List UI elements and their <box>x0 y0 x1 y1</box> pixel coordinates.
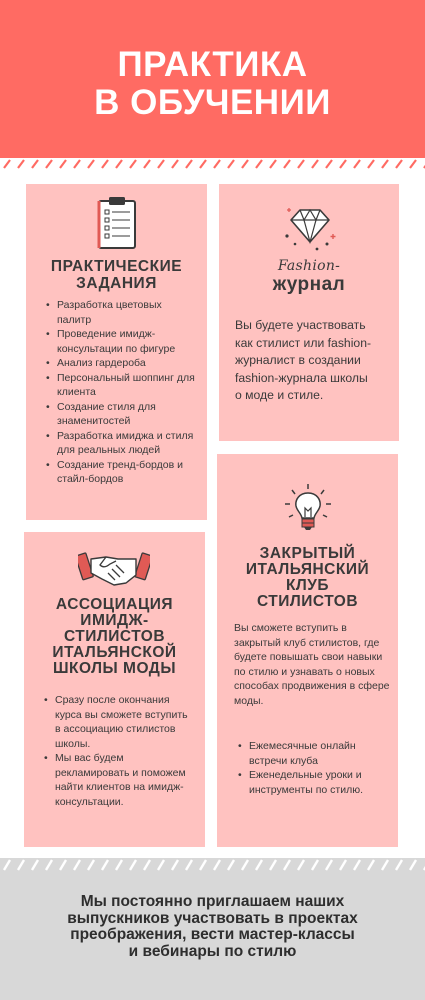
divider-dash <box>242 160 248 168</box>
divider-dash <box>326 160 332 168</box>
list-item: • Еженедельные уроки и инструменты по стилю. <box>238 768 388 797</box>
card-title-line: ИТАЛЬЯНСКОЙ <box>52 644 177 661</box>
list-item: • Анализ гардероба <box>46 356 198 371</box>
handshake-icon <box>78 547 150 589</box>
divider-dash <box>116 160 122 168</box>
divider-dash <box>298 160 304 168</box>
card-title-line: АССОЦИАЦИЯ <box>55 596 174 613</box>
clipboard-icon <box>97 196 137 250</box>
journal-description <box>235 317 395 405</box>
divider-dash <box>144 160 150 168</box>
card-title-line: ЗАКРЫТЫЙ <box>259 545 356 562</box>
card-title <box>217 546 398 610</box>
divider-dash <box>214 160 220 168</box>
list-item: • Сразу после окончания курса вы сможете вступить в ассоциацию стилистов школы. <box>44 693 194 751</box>
list-item: • Разработка цветовых палитр <box>46 298 198 327</box>
journal-text-line: Вы будете участвовать <box>235 318 366 332</box>
divider-dash <box>368 160 374 168</box>
footer-line: преображения, вести мастер-классы <box>70 926 355 943</box>
list-item: • Разработка имиджа и стиля для реальных людей <box>46 429 198 458</box>
practical-tasks-list <box>46 298 198 487</box>
page-title <box>0 46 425 122</box>
divider-dash <box>88 160 94 168</box>
page-title-line: В ОБУЧЕНИИ <box>94 83 331 122</box>
journal-text-line: fashion-журнала школы <box>235 370 368 385</box>
journal-text-line: о моде и стиле. <box>235 388 324 402</box>
divider-dash <box>18 160 24 168</box>
divider-dash <box>200 160 206 168</box>
divider-dash <box>396 160 402 168</box>
lightbulb-icon <box>282 482 334 534</box>
card-title-line: КЛУБ <box>285 577 330 594</box>
journal-text-line: как стилист или fashion- <box>235 335 372 350</box>
journal-script-title: Fashion- <box>277 258 341 274</box>
divider-dash <box>4 160 10 168</box>
divider-dash <box>256 160 262 168</box>
card-title-line: ЗАДАНИЯ <box>76 275 157 292</box>
footer-message <box>0 894 425 960</box>
club-list <box>238 739 388 797</box>
divider-dash <box>46 160 52 168</box>
list-item: • Создание тренд-бордов и стайл-бордов <box>46 458 198 487</box>
card-association <box>24 532 205 847</box>
card-practical-tasks <box>26 184 207 520</box>
card-title-line: ШКОЛЫ МОДЫ <box>52 660 177 677</box>
divider-dash <box>186 160 192 168</box>
divider-dash <box>270 160 276 168</box>
card-title-line: СТИЛИСТОВ <box>63 628 166 645</box>
list-item: • Проведение имидж-консультации по фигуре <box>46 327 198 356</box>
list-item: • Создание стиля для знаменитостей <box>46 400 198 429</box>
journal-text-line: журналист в создании <box>235 353 361 367</box>
list-item: • Мы вас будем рекламировать и поможем найти клиентов на имидж-консультации. <box>44 751 194 809</box>
divider-dash <box>172 160 178 168</box>
footer-line: Мы постоянно приглашаем наших <box>80 893 345 910</box>
divider-dash <box>102 160 108 168</box>
divider-dash <box>312 160 318 168</box>
card-title: журнал <box>272 274 346 295</box>
divider-dash <box>340 160 346 168</box>
divider-dash <box>74 160 80 168</box>
card-title <box>26 258 207 292</box>
club-description: Вы сможете вступить в закрытый клуб стилистов, где будете повышать свои навыки по стилю и узнавать о новых способах продвижения в сфере моды. <box>234 622 390 707</box>
diamond-icon <box>283 204 337 252</box>
page-title-line: ПРАКТИКА <box>117 45 308 84</box>
divider-dash <box>130 160 136 168</box>
divider-dash <box>32 160 38 168</box>
card-title <box>24 597 205 677</box>
dashed-divider-top <box>0 158 425 170</box>
card-fashion-journal <box>219 184 399 441</box>
divider-dash <box>354 160 360 168</box>
association-list <box>44 693 194 809</box>
footer-line: и вебинары по стилю <box>128 942 297 960</box>
card-title-line: ПРАКТИЧЕСКИЕ <box>50 258 183 275</box>
divider-dash <box>382 160 388 168</box>
card-closed-club <box>217 454 398 847</box>
divider-dash <box>228 160 234 168</box>
list-item: • Ежемесячные онлайн встречи клуба <box>238 739 388 768</box>
card-title-line: СТИЛИСТОВ <box>256 593 359 610</box>
card-title-line: ИМИДЖ- <box>80 612 149 629</box>
divider-dash <box>60 160 66 168</box>
list-item: • Персональный шоппинг для клиента <box>46 371 198 400</box>
divider-dash <box>410 160 416 168</box>
footer-line: выпускников участвовать в проектах <box>67 909 358 927</box>
card-title-line: ИТАЛЬЯНСКИЙ <box>245 561 370 578</box>
divider-dash <box>158 160 164 168</box>
divider-dash <box>284 160 290 168</box>
dashed-divider-bottom <box>0 858 425 872</box>
